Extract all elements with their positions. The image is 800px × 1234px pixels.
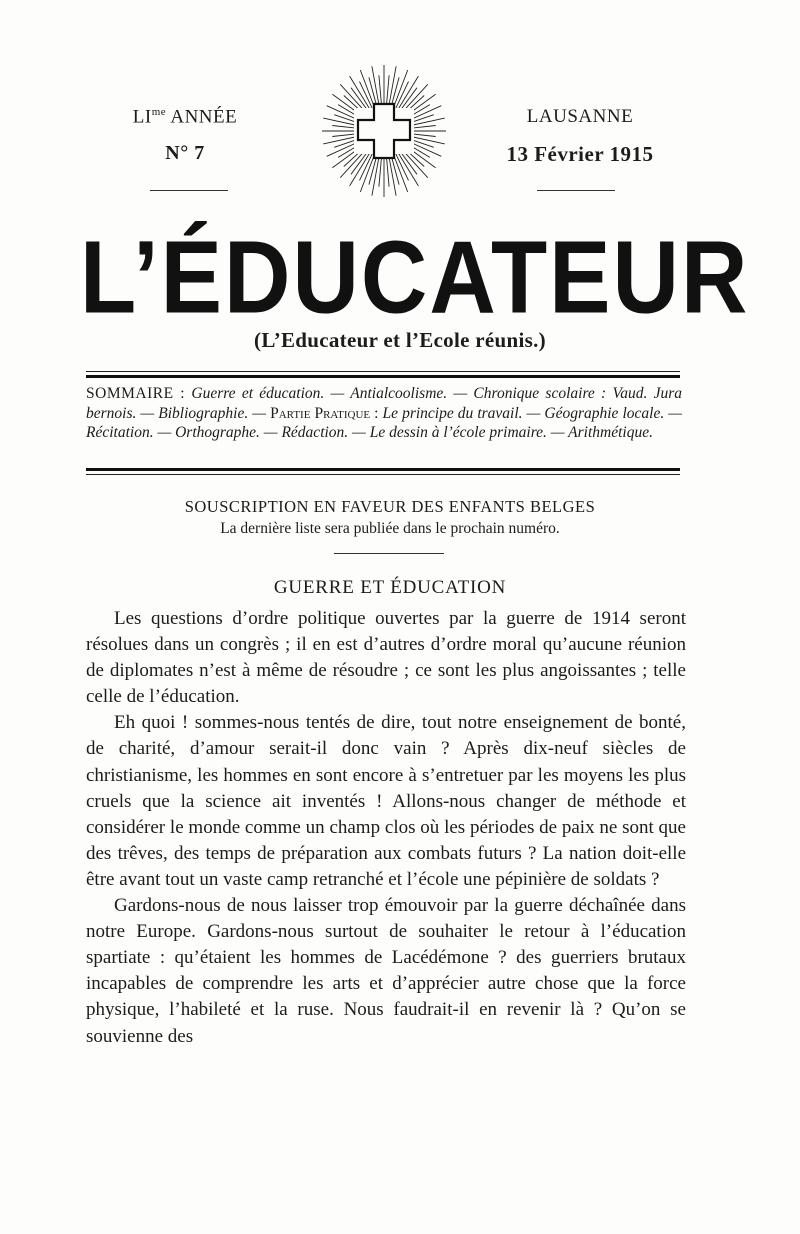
left-header-rule <box>150 190 228 191</box>
article-body <box>86 606 686 1050</box>
volume-superscript: me <box>151 106 167 118</box>
contents-bottom-rule-thin <box>86 474 680 475</box>
notice-separator-rule <box>334 553 444 554</box>
sommaire-partie-pratique: Partie Pratique : <box>270 404 379 422</box>
issue-number: N° 7 <box>165 142 205 164</box>
contents-top-rule-thick <box>86 375 680 378</box>
subscription-notice <box>100 496 680 540</box>
city: LAUSANNE <box>526 106 634 127</box>
volume-block <box>100 106 270 165</box>
swiss-cross-sunburst-icon <box>318 62 450 202</box>
right-header-rule <box>537 190 615 191</box>
contents-bottom-rule-thick <box>86 468 680 471</box>
article-paragraph: Eh quoi ! sommes-nous tentés de dire, tout notre enseignement de bonté, de charité, d’amour serait-il donc vain ? Après dix-neuf siècles de christianisme, les hommes en sont encore à s’entretuer par les moyens les plus cruels que la science ait inventés ! Allons-nous changer de méthode et considérer le monde comme un champ clos où les périodes de paix ne sont que des trêves, des temps de préparation aux combats futurs ? La nation doit-elle être avant tout un vaste camp retranché et l’école une pépinière de soldats ? <box>86 712 686 890</box>
table-of-contents <box>86 384 682 443</box>
sommaire-part-1: Guerre et éducation. — Antialcoolisme. — Chronique scolaire : Vaud. Jura bernois. — Bibliographie. — <box>86 385 682 422</box>
sommaire-label: SOMMAIRE : <box>86 385 186 402</box>
sommaire-part-2: Le principe du travail. — Géographie locale. — Récitation. — Orthographe. — Rédaction. — Le dessin à l’école primaire. — Arithmétique. <box>86 404 683 441</box>
volume-word: ANNÉE <box>170 106 238 128</box>
volume-year <box>100 106 270 132</box>
subscription-heading: SOUSCRIPTION EN FAVEUR DES ENFANTS BELGES <box>184 497 596 516</box>
article-paragraph: Gardons-nous de nous laisser trop émouvoir par la guerre déchaînée dans notre Europe. Gardons-nous surtout de souhaiter le retour à l’éducation spartiate : qu’étaient les hommes de Lacédémone ? des guerriers brutaux incapables de comprendre les arts et d’apprécier autre chose que la force physique, l’habileté et la ruse. Nous faudrait-il en revenir là ? Qu’on se souvienne des <box>86 895 686 1047</box>
subscription-note: La dernière liste sera publiée dans le prochain numéro. <box>220 520 560 537</box>
issue-date: 13 Février 1915 <box>506 142 654 166</box>
place-date-block <box>470 106 690 167</box>
volume-prefix: LI <box>132 106 152 128</box>
journal-subtitle: (L’Educateur et l’Ecole réunis.) <box>254 328 546 352</box>
article-paragraph: Les questions d’ordre politique ouvertes par la guerre de 1914 seront résolues dans un congrès ; il en est d’autres d’ordre moral qu’aucune réunion de diplomates n’est à même de résoudre ; ce sont les plus angoissantes ; telle celle de l’éducation. <box>86 608 686 708</box>
article-title: GUERRE ET ÉDUCATION <box>273 577 507 598</box>
journal-title: L’ÉDUCATEUR <box>80 220 750 336</box>
contents-top-rule-thin <box>86 371 680 372</box>
